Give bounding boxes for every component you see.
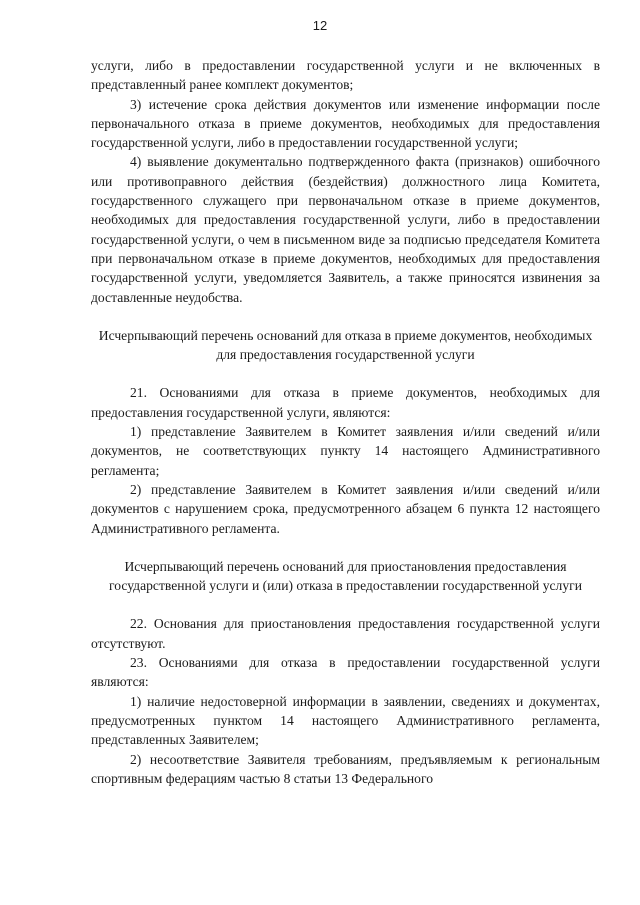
page-number: 12: [312, 18, 328, 33]
paragraph-21-item-2: 2) представление Заявителем в Комитет заявления и/или сведений и/или документов с нарушением срока, предусмотренного абзацем 6 пункта 12 настоящего Административного регламента.: [91, 481, 600, 536]
paragraph-21-item-1: 1) представление Заявителем в Комитет заявления и/или сведений и/или документов, не соответствующих пункту 14 настоящего Административного регламента;: [91, 424, 600, 478]
paragraph-continuation: услуги, либо в предоставлении государственной услуги и не включенных в представленный ранее комплект документов;: [91, 58, 600, 93]
section-heading-refusal-acceptance: Исчерпывающий перечень оснований для отказа в приеме документов, необходимых для предоставления государственной услуги: [98, 327, 593, 363]
paragraph-23-item-1: 1) наличие недостоверной информации в заявлении, сведениях и документах, предусмотренных пунктом 14 настоящего Административного регламента, представленных Заявителем;: [91, 693, 600, 748]
paragraph-23-item-2: 2) несоответствие Заявителя требованиям, предъявляемым к региональным спортивным федерациям частью 8 статьи 13 Федерального: [91, 751, 600, 786]
paragraph-23: 23. Основаниями для отказа в предоставлении государственной услуги являются:: [91, 655, 600, 690]
document-body: [91, 56, 600, 788]
paragraph-21: 21. Основаниями для отказа в приеме документов, необходимых для предоставления государственной услуги, являются:: [91, 385, 600, 420]
paragraph-item-3: 3) истечение срока действия документов или изменение информации после первоначального отказа в приеме документов, необходимых для предоставления государственной услуги, либо в предоставлении государственной услуги;: [91, 96, 600, 151]
paragraph-item-4: 4) выявление документально подтвержденного факта (признаков) ошибочного или противоправного действия (бездействия) должностного лица Комитета, государственного служащего при первоначальном отказе в приеме документов, необходимых для предоставления государственной услуги, либо в предоставлении государственной услуги, о чем в письменном виде за подписью председателя Комитета при первоначальном отказе в приеме документов, необходимых для предоставления государственной услуги, уведомляется Заявитель, а также приносятся извинения за доставленные неудобства.: [91, 154, 600, 305]
paragraph-22: 22. Основания для приостановления предоставления государственной услуги отсутствуют.: [91, 616, 600, 651]
section-heading-suspension-refusal: Исчерпывающий перечень оснований для приостановления предоставления государственной услуги и (или) отказа в предоставлении государственной услуги: [109, 558, 582, 594]
